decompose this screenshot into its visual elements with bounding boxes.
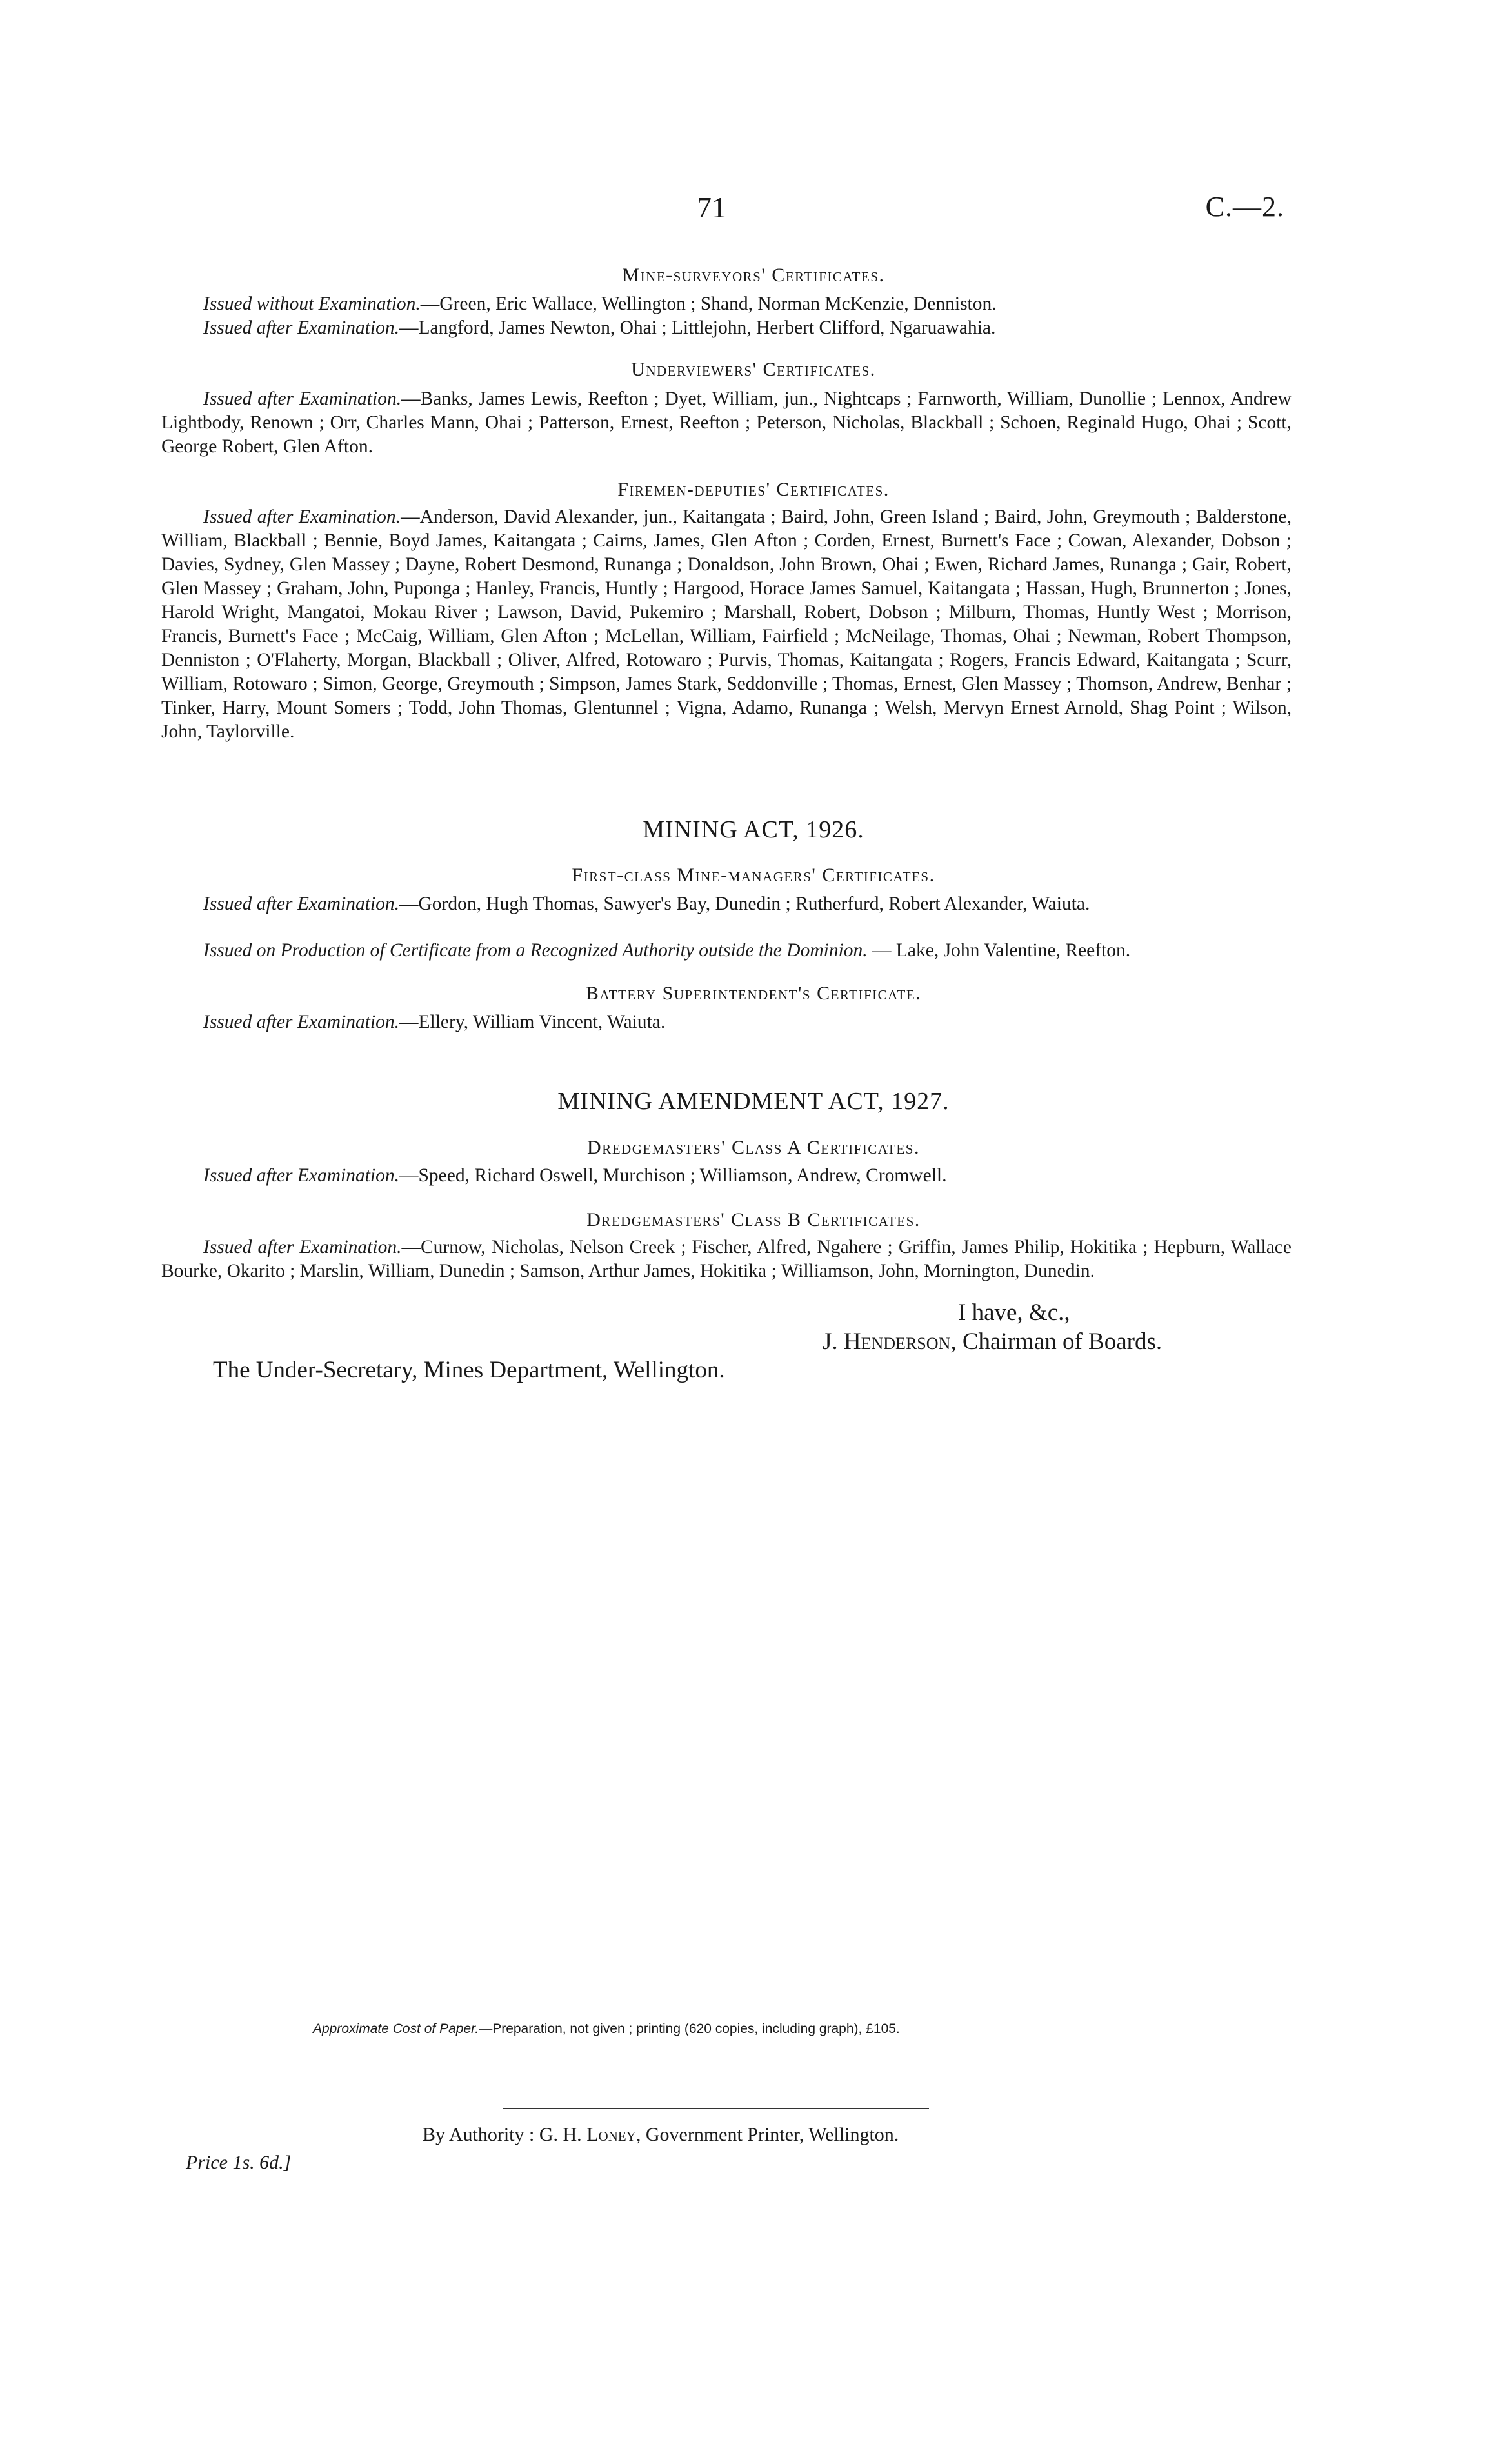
- para-lead: Issued after Examination.: [203, 1012, 399, 1032]
- addressee: The Under-Secretary, Mines Department, Wellington.: [213, 1357, 725, 1383]
- first-class-heading: First-class Mine-managers' Certificates.: [572, 865, 935, 886]
- para-text: —Curnow, Nicholas, Nelson Creek ; Fischer, Alfred, Ngahere ; Griffin, James Philip, Hokitika ; Hepburn, Wallace Bourke, Okarito ; Marslin, William, Dunedin ; Samson, Arthur James, Hokitika ; Williamson, John, Mornington, Dunedin.: [161, 1237, 1292, 1281]
- mining-amendment-act-title: MINING AMENDMENT ACT, 1927.: [557, 1088, 950, 1115]
- signatory-initial: J.: [823, 1328, 844, 1355]
- mine-surveyors-para-1: [161, 292, 1292, 316]
- para-text: —Banks, James Lewis, Reefton ; Dyet, William, jun., Nightcaps ; Farnworth, William, Dunollie ; Lennox, Andrew Lightbody, Renown ; Orr, Charles Mann, Ohai ; Patterson, Ernest, Reefton ; Peterson, Nicholas, Blackball ; Schoen, Reginald Hugo, Ohai ; Scott, George Robert, Glen Afton.: [161, 388, 1292, 457]
- cost-lead: Approximate Cost of Paper.: [313, 2021, 479, 2036]
- para-text: — Lake, John Valentine, Reefton.: [867, 940, 1131, 961]
- class-a-heading: Dredgemasters' Class A Certificates.: [587, 1137, 920, 1158]
- footer-rule: [503, 2108, 929, 2109]
- class-b-heading: Dredgemasters' Class B Certificates.: [586, 1209, 921, 1230]
- mining-act-para-2: [161, 939, 1292, 963]
- para-text: —Langford, James Newton, Ohai ; Littlejohn, Herbert Clifford, Ngaruawahia.: [399, 317, 996, 338]
- firemen-deputies-para: [161, 505, 1292, 744]
- para-lead: Issued after Examination.: [203, 1237, 402, 1257]
- signatory-title: , Chairman of Boards.: [950, 1328, 1163, 1355]
- para-text: —Gordon, Hugh Thomas, Sawyer's Bay, Dunedin ; Rutherfurd, Robert Alexander, Waiuta.: [399, 894, 1090, 914]
- printer-authority: [423, 2124, 899, 2146]
- para-text: —Anderson, David Alexander, jun., Kaitangata ; Baird, John, Green Island ; Baird, John, Greymouth ; Balderstone, William, Blackball ; Bennie, Boyd James, Kaitangata ; Cairns, James, Glen Afton ; Corden, Ernest, Burnett's Face ; Cowan, Alexander, Dobson ; Davies, Sydney, Glen Massey ; Dayne, Robert Desmond, Runanga ; Donaldson, John Brown, Ohai ; Ewen, Richard James, Runanga ; Gair, Robert, Glen Massey ; Graham, John, Puponga ; Hanley, Francis, Huntly ; Hargood, Horace James Samuel, Kaitangata ; Hassan, Hugh, Brunnerton ; Jones, Harold Wright, Mangatoi, Mokau River ; Lawson, David, Pukemiro ; Marshall, Robert, Dobson ; Milburn, Thomas, Huntly West ; Morrison, Francis, Burnett's Face ; McCaig, William, Glen Afton ; McLellan, William, Fairfield ; McNeilage, Thomas, Ohai ; Newman, Robert Thompson, Denniston ; O'Flaherty, Morgan, Blackball ; Oliver, Alfred, Rotowaro ; Purvis, Thomas, Kaitangata ; Rogers, Francis Edward, Kaitangata ; Scurr, William, Rotowaro ; Simon, George, Greymouth ; Simpson, James Stark, Seddonville ; Thomas, Ernest, Glen Massey ; Thomson, Andrew, Benhar ; Tinker, Harry, Mount Somers ; Todd, John Thomas, Glentunnel ; Vigna, Adamo, Runanga ; Welsh, Mervyn Ernest Arnold, Shag Point ; Wilson, John, Taylorville.: [161, 506, 1292, 742]
- cost-note: [313, 2021, 900, 2037]
- underviewers-heading: Underviewers' Certificates.: [631, 359, 876, 380]
- mine-surveyors-para-2: [161, 316, 1292, 340]
- authority-prefix: By Authority : G. H.: [423, 2124, 587, 2145]
- signatory-surname: Henderson: [843, 1328, 951, 1355]
- cost-text: —Preparation, not given ; printing (620 copies, including graph), £105.: [479, 2021, 900, 2036]
- battery-heading: Battery Superintendent's Certificate.: [585, 983, 922, 1004]
- para-text: —Speed, Richard Oswell, Murchison ; Williamson, Andrew, Cromwell.: [399, 1165, 947, 1186]
- mine-surveyors-heading: Mine-surveyors' Certificates.: [622, 265, 885, 286]
- para-text: —Ellery, William Vincent, Waiuta.: [399, 1012, 666, 1032]
- series-code: C.—2.: [1205, 191, 1284, 223]
- authority-suffix: , Government Printer, Wellington.: [635, 2124, 899, 2145]
- para-lead: Issued after Examination.: [203, 317, 399, 338]
- para-lead: Issued after Examination.: [203, 1165, 399, 1186]
- signatory: [823, 1328, 1162, 1356]
- page-number: 71: [697, 191, 726, 224]
- para-text: —Green, Eric Wallace, Wellington ; Shand, Norman McKenzie, Denniston.: [420, 294, 997, 314]
- mining-act-para-1: [161, 892, 1292, 916]
- amendment-para-2: [161, 1236, 1292, 1283]
- underviewers-para: [161, 387, 1292, 459]
- amendment-para-1: [161, 1164, 1292, 1188]
- para-lead: Issued after Examination.: [203, 506, 401, 527]
- authority-name: Loney: [586, 2124, 636, 2145]
- para-lead: Issued without Examination.: [203, 294, 421, 314]
- mining-act-para-3: [161, 1010, 1292, 1034]
- closing-i-have: I have, &c.,: [958, 1299, 1070, 1326]
- para-lead: Issued on Production of Certificate from a Recognized Authority outside the Dominion.: [203, 940, 868, 961]
- mining-act-title: MINING ACT, 1926.: [643, 816, 864, 843]
- para-lead: Issued after Examination.: [203, 388, 402, 409]
- firemen-deputies-heading: Firemen-deputies' Certificates.: [617, 479, 890, 500]
- para-lead: Issued after Examination.: [203, 894, 399, 914]
- price: Price 1s. 6d.]: [186, 2152, 292, 2173]
